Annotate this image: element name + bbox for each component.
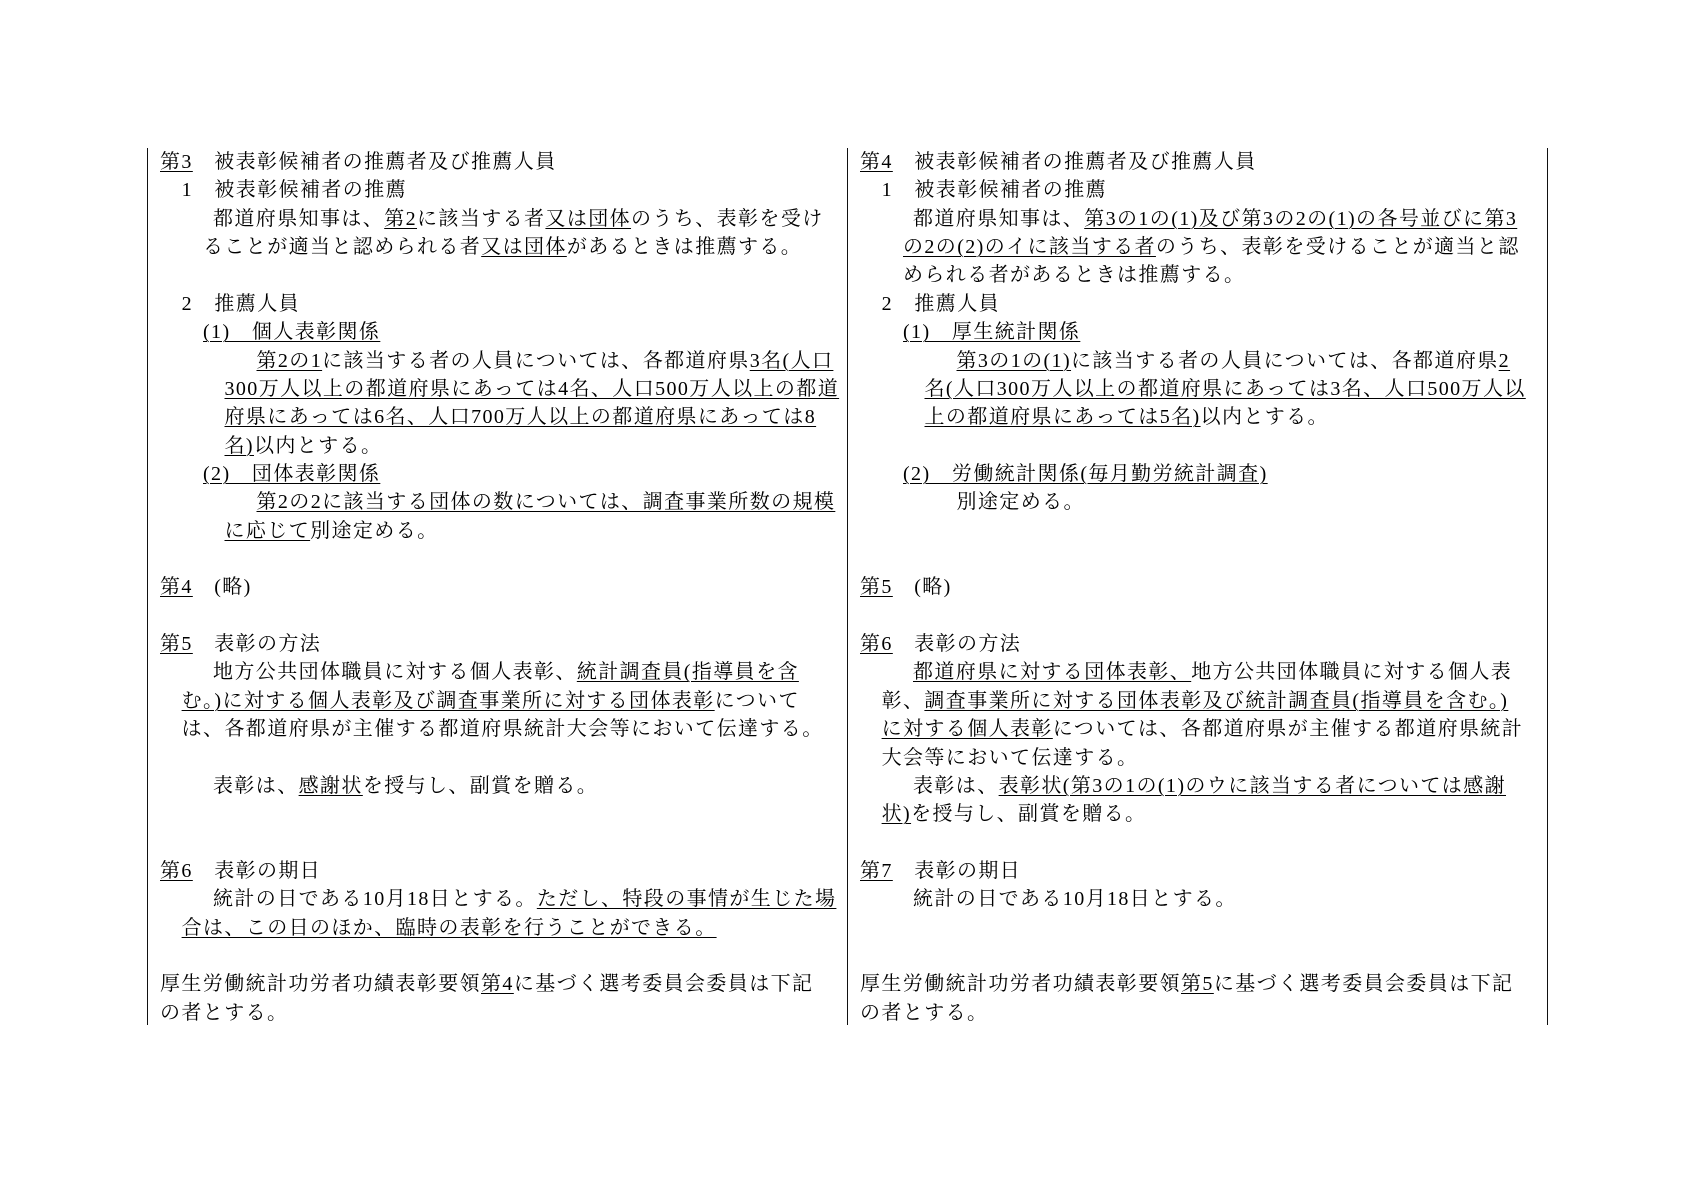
amended-text: (2) 労働統計関係(毎月勤労統計調査) (903, 462, 1268, 485)
amended-text: 第2の1 (256, 349, 323, 372)
paragraph-line (160, 233, 847, 261)
heading-title: (略) (892, 576, 952, 599)
text-run: を授与し、副賞を贈る。 (911, 803, 1147, 826)
amended-text: 第3の1の(1) (956, 349, 1072, 372)
amended-text: に対する個人表彰 (881, 718, 1053, 741)
heading-title: (略) (192, 576, 252, 599)
amended-text: 名(人口300万人以上の都道府県にあっては3名、人口500万人以 (924, 377, 1526, 400)
text-run: 都道府県知事は、 (913, 207, 1085, 230)
heading-title: 表彰の期日 (892, 859, 1022, 882)
section-heading (160, 573, 847, 601)
text-run: 都道府県知事は、 (213, 207, 385, 230)
amended-text: 状) (881, 803, 912, 826)
text-run: は、各都道府県が主催する都道府県統計大会等において伝達する。 (181, 718, 824, 741)
subitem-heading (860, 460, 1547, 488)
section-heading (860, 148, 1547, 176)
heading-title: 1 被表彰候補者の推薦 (881, 179, 1107, 202)
blank-line (160, 744, 847, 772)
section-heading (860, 630, 1547, 658)
heading-title: 2 推薦人員 (881, 292, 1000, 315)
text-run: を授与し、副賞を贈る。 (362, 774, 599, 797)
section-heading (860, 573, 1547, 601)
amended-text: 第6 (160, 859, 193, 882)
amended-text: 府県にあっては6名、人口700万人以上の都道府県にあっては8 (224, 406, 817, 429)
blank-line (160, 602, 847, 630)
heading-title: 2 推薦人員 (181, 292, 300, 315)
text-run: 地方公共団体職員に対する個人表彰、 (213, 661, 577, 684)
blank-line (860, 517, 1547, 545)
paragraph-line (860, 205, 1547, 233)
item-heading (860, 176, 1547, 204)
heading-title: 1 被表彰候補者の推薦 (181, 179, 407, 202)
closing-line (160, 999, 847, 1027)
text-run: のうち、表彰を受け (631, 207, 824, 230)
heading-title: 被表彰候補者の推薦者及び推薦人員 (892, 151, 1257, 173)
heading-title: 被表彰候補者の推薦者及び推薦人員 (192, 151, 557, 173)
paragraph-line (160, 687, 847, 715)
item-heading (860, 290, 1547, 318)
text-run: 表彰は、 (213, 774, 299, 797)
paragraph-line (160, 914, 847, 942)
text-run: に該当する者の人員については、各都道府県 (322, 349, 750, 372)
subitem-heading (160, 460, 847, 488)
amended-text: 第3の1の(1)及び第3の2の(1)の各号並びに第3 (1084, 207, 1518, 230)
amended-text: 表彰状(第3の1の(1)のウに該当する者については感謝 (998, 774, 1506, 797)
text-run: 以内とする。 (253, 434, 383, 457)
subitem-heading (160, 318, 847, 346)
text-run: 表彰は、 (913, 774, 999, 797)
text-run: のうち、表彰を受けることが適当と認 (1155, 236, 1520, 259)
paragraph-line (860, 347, 1547, 375)
amended-text: 名) (224, 434, 254, 457)
amended-text: 第6 (860, 633, 893, 656)
text-run: に該当する者の人員については、各都道府県 (1071, 349, 1499, 372)
paragraph-line (160, 517, 847, 545)
paragraph-line (860, 658, 1547, 686)
amended-text: む。)に対する個人表彰及び調査事業所に対する団体表彰 (181, 689, 715, 712)
paragraph-line (860, 488, 1547, 516)
blank-line (160, 800, 847, 828)
text-run: については、各都道府県が主催する都道府県統計 (1052, 718, 1524, 741)
paragraph-line (160, 432, 847, 460)
paragraph-line (160, 715, 847, 743)
amended-text: 都道府県に対する団体表彰、 (913, 661, 1192, 684)
text-run: 統計の日である10月18日とする。 (913, 888, 1237, 911)
blank-line (860, 432, 1547, 460)
amended-text: 第5 (1181, 973, 1214, 996)
heading-title: 表彰の方法 (892, 633, 1022, 656)
text-run: 彰、 (881, 689, 925, 712)
paragraph-line (860, 772, 1547, 800)
amended-text: に応じて (224, 519, 311, 542)
amended-text: 合は、この日のほか、臨時の表彰を行うことができる。 (181, 916, 717, 939)
paragraph-line (860, 233, 1547, 261)
amended-text: ただし、特段の事情が生じた場 (536, 888, 837, 911)
paragraph-line (860, 261, 1547, 289)
blank-line (860, 942, 1547, 970)
item-heading (160, 290, 847, 318)
paragraph-line (860, 715, 1547, 743)
blank-line (860, 829, 1547, 857)
right-column (847, 148, 1548, 1025)
amended-text: 統計調査員(指導員を含 (576, 661, 799, 684)
paragraph-line (160, 885, 847, 913)
paragraph-line (160, 375, 847, 403)
heading-title: 表彰の期日 (192, 859, 322, 882)
section-heading (160, 857, 847, 885)
text-run: ることが適当と認められる者 (203, 236, 482, 259)
left-column (147, 148, 847, 1025)
amended-text: (1) 厚生統計関係 (903, 321, 1081, 344)
closing-line (860, 970, 1547, 998)
paragraph-line (160, 205, 847, 233)
text-run: 厚生労働統計功労者功績表彰要領 (160, 973, 481, 996)
text-run: 厚生労働統計功労者功績表彰要領 (860, 973, 1181, 996)
amended-text: の2の(2)のイに該当する者 (903, 236, 1156, 259)
amended-text: 又は団体 (481, 236, 567, 259)
text-run: 別途定める。 (310, 519, 439, 542)
blank-line (160, 545, 847, 573)
amended-text: 調査事業所に対する団体表彰及び統計調査員(指導員を含む。) (924, 689, 1509, 712)
paragraph-line (160, 403, 847, 431)
heading-title: 表彰の方法 (192, 633, 322, 656)
paragraph-line (860, 800, 1547, 828)
amended-text: 第4 (481, 973, 514, 996)
text-run: の者とする。 (160, 1001, 289, 1024)
section-heading (160, 148, 847, 176)
blank-line (160, 261, 847, 289)
blank-line (160, 829, 847, 857)
paragraph-line (860, 375, 1547, 403)
amended-text: 第4 (160, 576, 193, 599)
paragraph-line (860, 885, 1547, 913)
paragraph-line (860, 744, 1547, 772)
amended-text: 第5 (160, 633, 193, 656)
amended-text: 第4 (860, 151, 893, 173)
text-run: に基づく選考委員会委員は下記 (513, 973, 814, 996)
item-heading (160, 176, 847, 204)
blank-line (860, 545, 1547, 573)
amended-text: 第7 (860, 859, 893, 882)
text-run: の者とする。 (860, 1001, 989, 1024)
amended-text: 2 (1498, 349, 1511, 372)
paragraph-line (160, 658, 847, 686)
text-run: められる者があるときは推薦する。 (903, 264, 1246, 287)
text-run: 大会等において伝達する。 (881, 746, 1139, 769)
amended-text: 又は団体 (545, 207, 632, 230)
amended-text: 第2の2に該当する団体の数については、調査事業所数の規模 (256, 491, 836, 514)
amended-text: 第3 (160, 151, 193, 173)
text-run: 地方公共団体職員に対する個人表 (1191, 661, 1513, 684)
closing-line (860, 999, 1547, 1027)
amended-text: 300万人以上の都道府県にあっては4名、人口500万人以上の都道 (224, 377, 840, 400)
amended-text: 感謝状 (298, 774, 363, 797)
section-heading (160, 630, 847, 658)
text-run: 別途定める。 (956, 491, 1085, 514)
amended-text: (2) 団体表彰関係 (203, 462, 381, 485)
paragraph-line (860, 403, 1547, 431)
text-run: に該当する者 (417, 207, 546, 230)
text-run: があるときは推薦する。 (566, 236, 803, 259)
amended-text: 第2 (384, 207, 418, 230)
text-run: 以内とする。 (1200, 406, 1329, 429)
text-run: について (714, 689, 800, 712)
blank-line (860, 914, 1547, 942)
paragraph-line (160, 772, 847, 800)
paragraph-line (160, 488, 847, 516)
amended-text: (1) 個人表彰関係 (203, 321, 381, 344)
section-heading (860, 857, 1547, 885)
paragraph-line (860, 687, 1547, 715)
text-run: に基づく選考委員会委員は下記 (1213, 973, 1514, 996)
amended-text: 第5 (860, 576, 893, 599)
comparison-table (147, 148, 1548, 1025)
text-run: 統計の日である10月18日とする。 (213, 888, 537, 911)
closing-line (160, 970, 847, 998)
blank-line (160, 942, 847, 970)
amended-text: 上の都道府県にあっては5名) (924, 406, 1201, 429)
paragraph-line (160, 347, 847, 375)
subitem-heading (860, 318, 1547, 346)
amended-text: 3名(人口 (749, 349, 834, 372)
blank-line (860, 602, 1547, 630)
